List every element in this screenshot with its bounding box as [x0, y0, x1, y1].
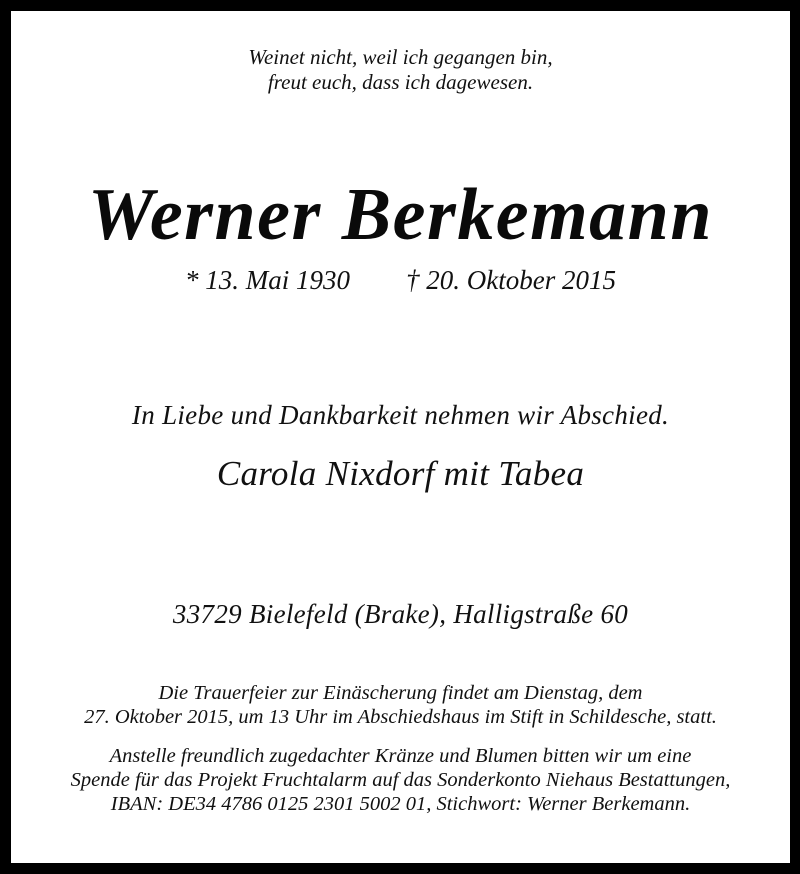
birth-date: * 13. Mai 1930: [185, 265, 350, 295]
quote-line-2: freut euch, dass ich dagewesen.: [267, 70, 534, 94]
obituary-notice: [11, 11, 790, 863]
donation-info-line-1: Anstelle freundlich zugedachter Kränze und Blumen bitten wir um eine: [109, 745, 692, 767]
donation-info-line-3: IBAN: DE34 4786 0125 2301 5002 01, Stichwort: Werner Berkemann.: [110, 793, 691, 815]
funeral-info-line-1: Die Trauerfeier zur Einäscherung findet am Dienstag, dem: [158, 682, 643, 704]
funeral-info-line-2: 27. Oktober 2015, um 13 Uhr im Abschiedshaus im Stift in Schildesche, statt.: [84, 706, 717, 728]
farewell-text: In Liebe und Dankbarkeit nehmen wir Abschied.: [131, 400, 670, 430]
deceased-name: Werner Berkemann: [88, 174, 713, 256]
donation-info-line-2: Spende für das Projekt Fruchtalarm auf das Sonderkonto Niehaus Bestattungen,: [70, 769, 731, 791]
death-date: † 20. Oktober 2015: [406, 265, 616, 295]
mourners-names: Carola Nixdorf mit Tabea: [216, 454, 585, 493]
quote-line-1: Weinet nicht, weil ich gegangen bin,: [248, 45, 553, 69]
life-dates: [11, 265, 790, 295]
address: 33729 Bielefeld (Brake), Halligstraße 60: [172, 599, 629, 629]
